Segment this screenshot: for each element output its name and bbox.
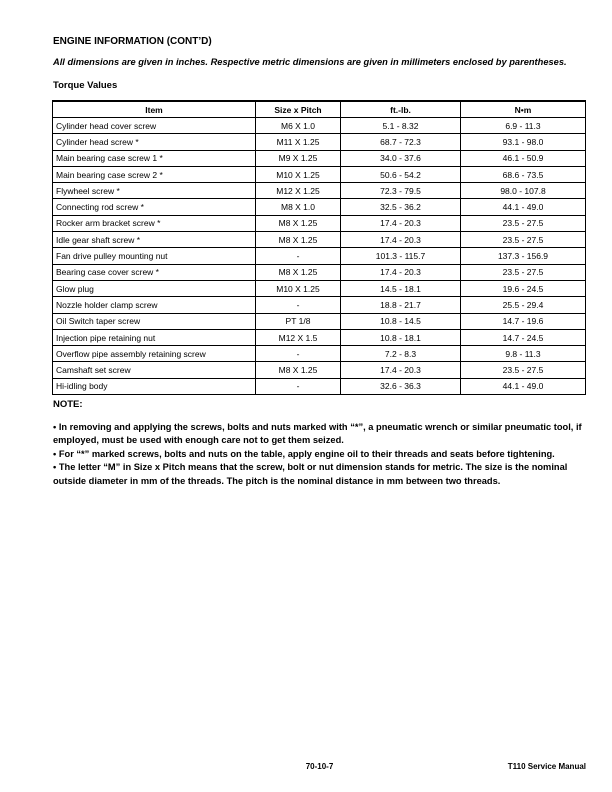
table-cell: 46.1 - 50.9 <box>461 150 586 166</box>
table-cell: Camshaft set screw <box>53 362 256 378</box>
table-cell: 32.6 - 36.3 <box>341 378 461 394</box>
table-cell: M12 X 1.25 <box>256 183 341 199</box>
table-row <box>53 215 586 231</box>
table-cell: M8 X 1.25 <box>256 232 341 248</box>
table-cell: - <box>256 378 341 394</box>
table-cell: 9.8 - 11.3 <box>461 346 586 362</box>
table-cell: Cylinder head screw * <box>53 134 256 150</box>
table-cell: 5.1 - 8.32 <box>341 118 461 134</box>
table-cell: 6.9 - 11.3 <box>461 118 586 134</box>
table-cell: Main bearing case screw 1 * <box>53 150 256 166</box>
table-row <box>53 313 586 329</box>
table-cell: 32.5 - 36.2 <box>341 199 461 215</box>
column-header-nm: N•m <box>461 101 586 118</box>
column-header-size-pitch: Size x Pitch <box>256 101 341 118</box>
table-row <box>53 248 586 264</box>
page-title: ENGINE INFORMATION (CONT’D) <box>53 36 212 47</box>
table-cell: 25.5 - 29.4 <box>461 297 586 313</box>
table-cell: M8 X 1.0 <box>256 199 341 215</box>
table-cell: - <box>256 297 341 313</box>
table-cell: 14.5 - 18.1 <box>341 280 461 296</box>
table-cell: M10 X 1.25 <box>256 166 341 182</box>
table-cell: Fan drive pulley mounting nut <box>53 248 256 264</box>
table-cell: Glow plug <box>53 280 256 296</box>
section-heading-torque-values: Torque Values <box>53 80 118 91</box>
table-cell: 23.5 - 27.5 <box>461 215 586 231</box>
table-cell: M10 X 1.25 <box>256 280 341 296</box>
table-row <box>53 183 586 199</box>
table-cell: Main bearing case screw 2 * <box>53 166 256 182</box>
table-cell: 137.3 - 156.9 <box>461 248 586 264</box>
torque-values-table <box>52 100 586 395</box>
table-cell: 34.0 - 37.6 <box>341 150 461 166</box>
table-row <box>53 134 586 150</box>
table-cell: 10.8 - 14.5 <box>341 313 461 329</box>
table-cell: 10.8 - 18.1 <box>341 329 461 345</box>
table-cell: 23.5 - 27.5 <box>461 362 586 378</box>
table-cell: - <box>256 248 341 264</box>
table-cell: 7.2 - 8.3 <box>341 346 461 362</box>
table-cell: Connecting rod screw * <box>53 199 256 215</box>
table-row <box>53 346 586 362</box>
table-cell: 50.6 - 54.2 <box>341 166 461 182</box>
table-cell: M8 X 1.25 <box>256 362 341 378</box>
note-body <box>53 421 587 488</box>
table-cell: Flywheel screw * <box>53 183 256 199</box>
table-cell: Oil Switch taper screw <box>53 313 256 329</box>
table-row <box>53 264 586 280</box>
table-cell: 17.4 - 20.3 <box>341 362 461 378</box>
table-row <box>53 297 586 313</box>
note-label: NOTE: <box>53 399 83 410</box>
table-cell: 98.0 - 107.8 <box>461 183 586 199</box>
note-bullet: • The letter “M” in Size x Pitch means that the screw, bolt or nut dimension stands for metric. The size is the nominal outside diameter in mm of the threads. The pitch is the nominal distance in mm between two threads. <box>53 462 568 486</box>
table-cell: 14.7 - 19.6 <box>461 313 586 329</box>
table-cell: 18.8 - 21.7 <box>341 297 461 313</box>
table-cell: 72.3 - 79.5 <box>341 183 461 199</box>
table-cell: Idle gear shaft screw * <box>53 232 256 248</box>
table-cell: 14.7 - 24.5 <box>461 329 586 345</box>
table-cell: Overflow pipe assembly retaining screw <box>53 346 256 362</box>
table-row <box>53 199 586 215</box>
table-row <box>53 362 586 378</box>
column-header-ft-lb: ft.-lb. <box>341 101 461 118</box>
table-cell: Injection pipe retaining nut <box>53 329 256 345</box>
table-cell: M6 X 1.0 <box>256 118 341 134</box>
table-row <box>53 232 586 248</box>
table-cell: 23.5 - 27.5 <box>461 264 586 280</box>
table-cell: 101.3 - 115.7 <box>341 248 461 264</box>
table-cell: PT 1/8 <box>256 313 341 329</box>
table-cell: Cylinder head cover screw <box>53 118 256 134</box>
note-bullet: • For “*” marked screws, bolts and nuts on the table, apply engine oil to their threads and seats before tightening. <box>53 448 555 459</box>
table-cell: Rocker arm bracket screw * <box>53 215 256 231</box>
table-cell: M9 X 1.25 <box>256 150 341 166</box>
table-cell: 68.7 - 72.3 <box>341 134 461 150</box>
table-row <box>53 118 586 134</box>
table-cell: 17.4 - 20.3 <box>341 215 461 231</box>
table-row <box>53 378 586 394</box>
table-cell: 19.6 - 24.5 <box>461 280 586 296</box>
column-header-item: Item <box>53 101 256 118</box>
table-cell: 44.1 - 49.0 <box>461 378 586 394</box>
footer-manual-name: T110 Service Manual <box>507 762 586 771</box>
table-cell: 68.6 - 73.5 <box>461 166 586 182</box>
table-cell: 17.4 - 20.3 <box>341 232 461 248</box>
table-row <box>53 166 586 182</box>
table-cell: M12 X 1.5 <box>256 329 341 345</box>
table-cell: 17.4 - 20.3 <box>341 264 461 280</box>
table-cell: 93.1 - 98.0 <box>461 134 586 150</box>
table-row <box>53 280 586 296</box>
table-cell: M8 X 1.25 <box>256 215 341 231</box>
dimensions-note: All dimensions are given in inches. Respective metric dimensions are given in millimeters enclosed by parentheses. <box>53 57 567 67</box>
table-cell: Nozzle holder clamp screw <box>53 297 256 313</box>
table-cell: 44.1 - 49.0 <box>461 199 586 215</box>
table-cell: M8 X 1.25 <box>256 264 341 280</box>
table-header-row <box>53 101 586 118</box>
table-cell: 23.5 - 27.5 <box>461 232 586 248</box>
note-bullet: • In removing and applying the screws, bolts and nuts marked with “*”, a pneumatic wrench or similar pneumatic tool, if employed, must be used with enough care not to get them seized. <box>53 422 582 446</box>
table-row <box>53 150 586 166</box>
table-row <box>53 329 586 345</box>
table-cell: - <box>256 346 341 362</box>
footer-page-number: 70-10-7 <box>305 762 334 771</box>
table-cell: Bearing case cover screw * <box>53 264 256 280</box>
table-cell: Hi-idling body <box>53 378 256 394</box>
table-cell: M11 X 1.25 <box>256 134 341 150</box>
